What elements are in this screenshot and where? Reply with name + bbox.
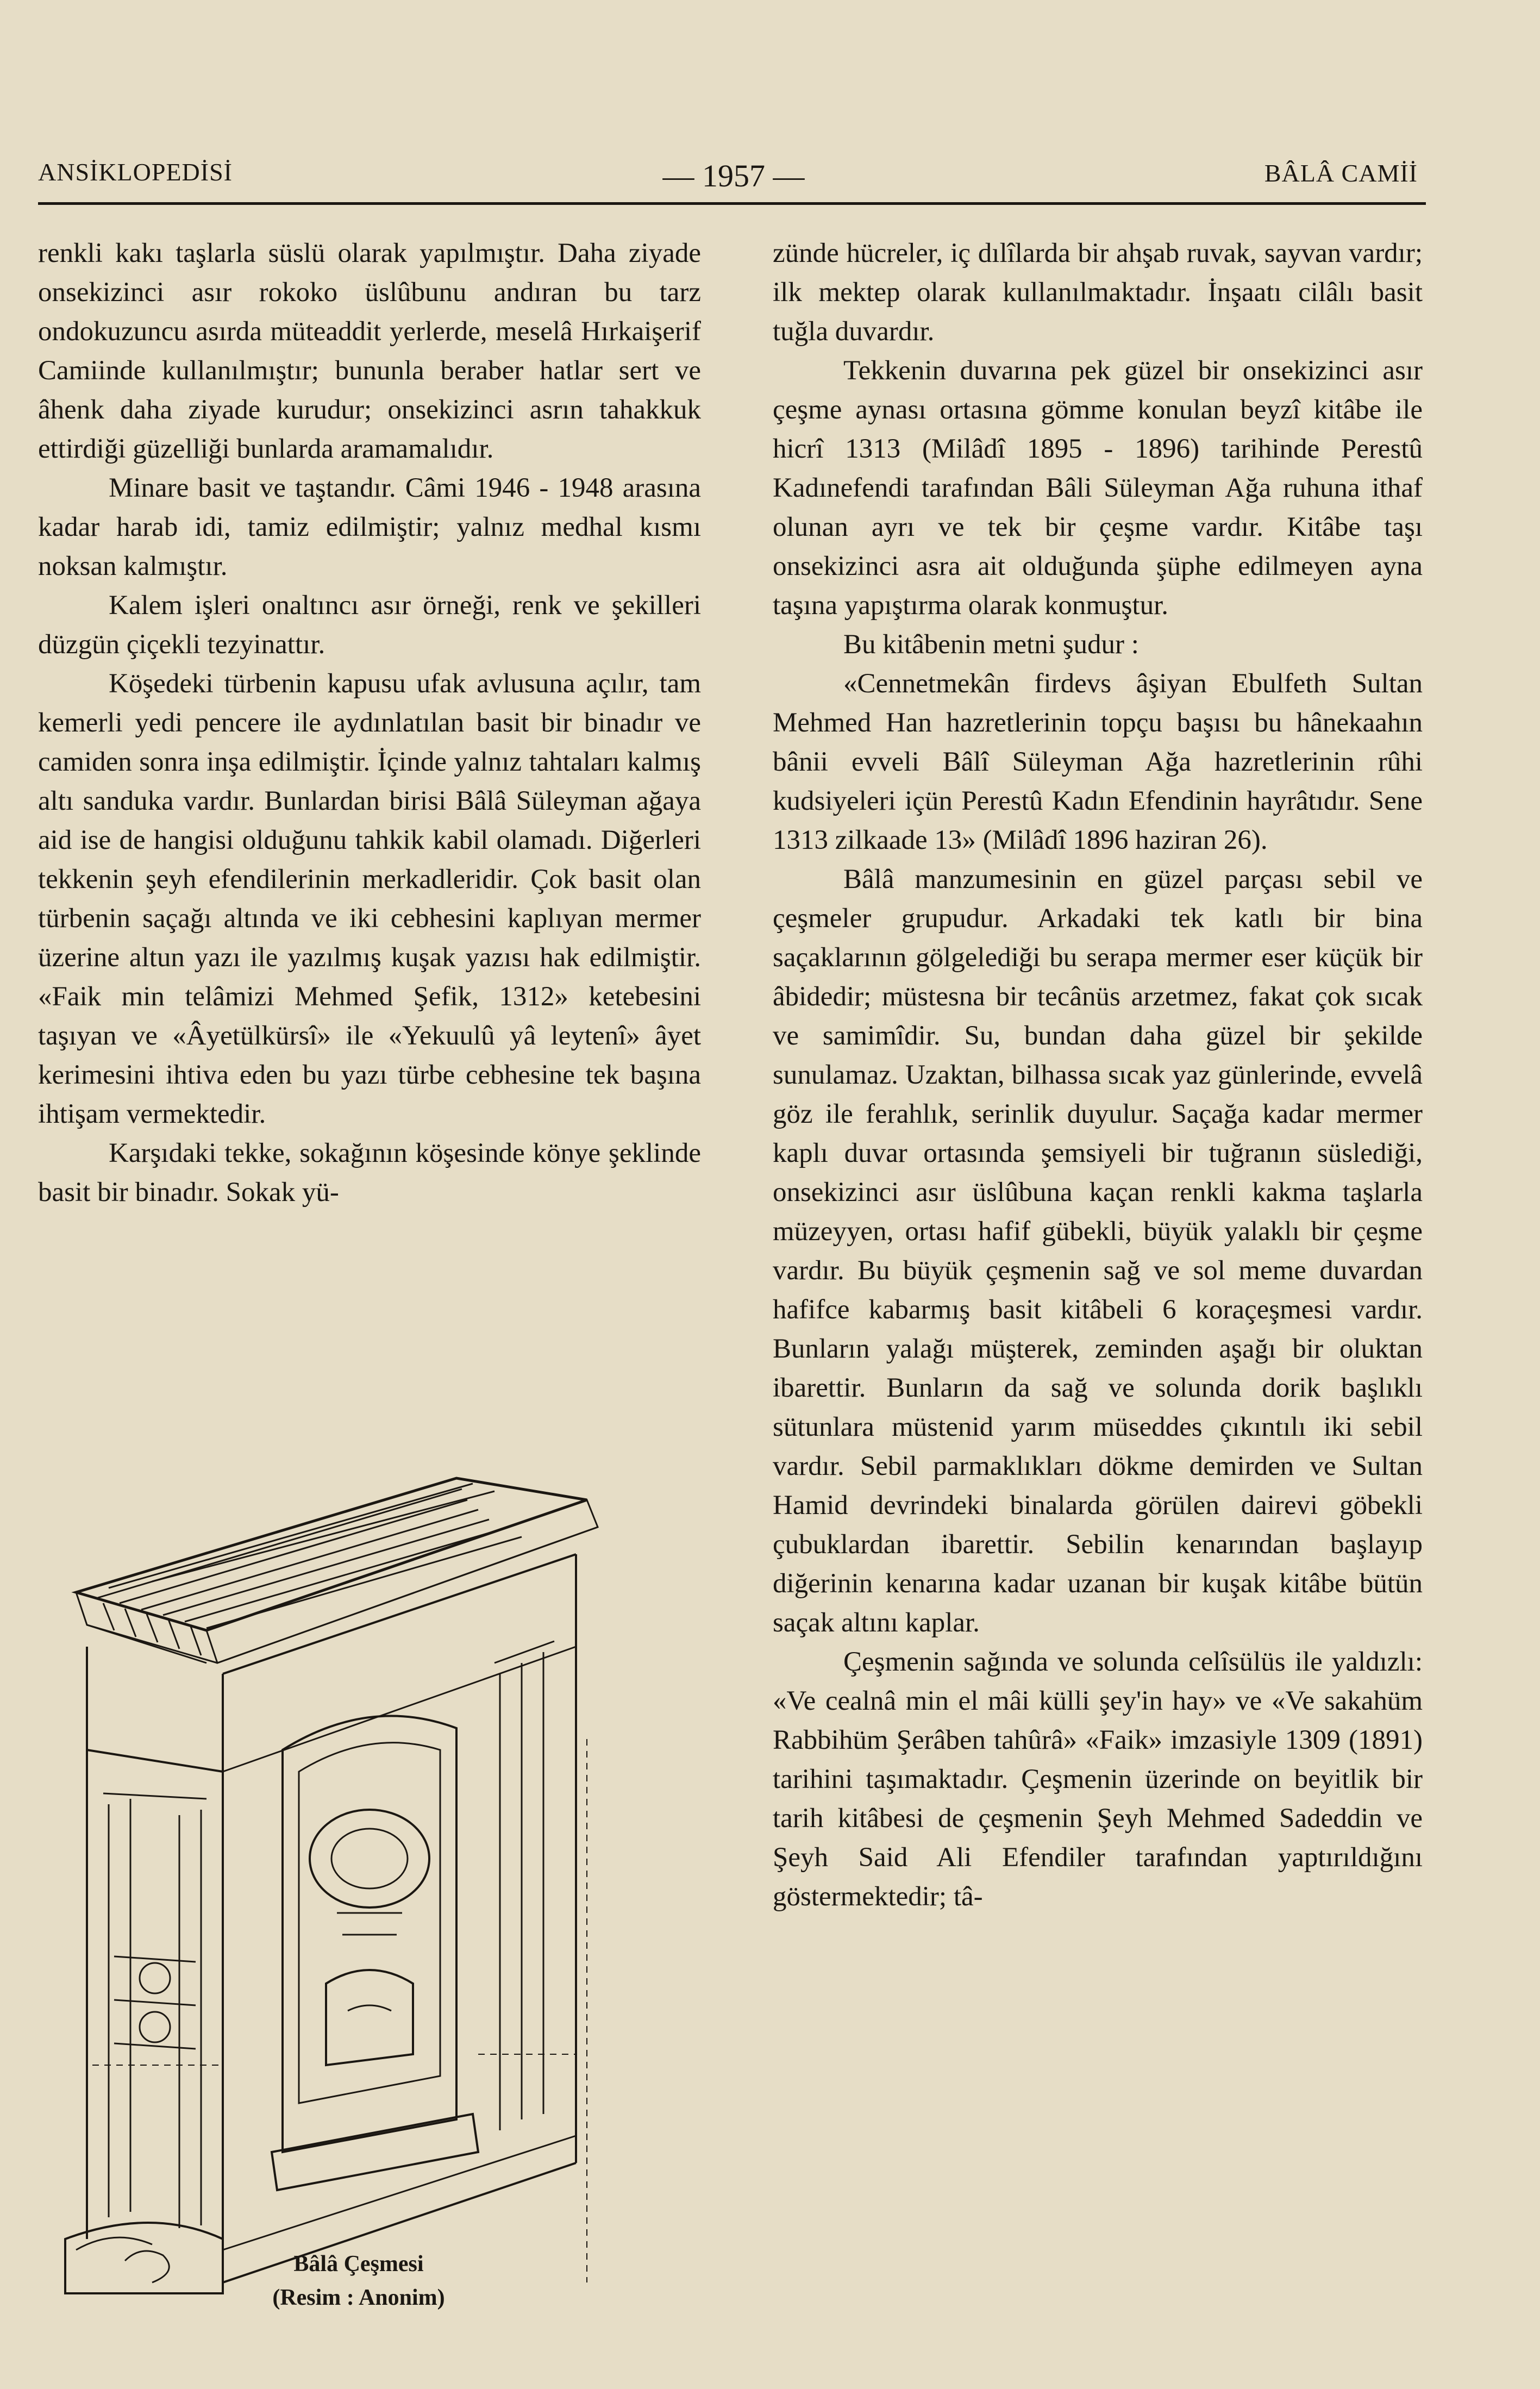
right-column (773, 234, 1423, 1916)
running-head-left: ANSİKLOPEDİSİ (38, 158, 233, 186)
header-rule (38, 202, 1426, 205)
dashed-guides (92, 1739, 587, 2282)
paragraph: Minare basit ve taştandır. Câmi 1946 - 1948 arasına kadar harab idi, tamiz edilmiştir; yalnız medhal kısmı noksan kalmıştır. (38, 473, 701, 581)
paragraph: Bâlâ manzumesinin en güzel parçası sebil ve çeşmeler grupudur. Arkadaki tek katlı bir bina saçaklarının gölgelediği bu serapa mermer eser küçük bir âbidedir; müstesna bir tecânüs arzetmez, fakat çok sıcak ve samimîdir. Su, bundan daha güzel bir şekilde sunulamaz. Uzaktan, bilhassa sıcak yaz günlerinde, evvelâ göz ile ferahlık, serinlik duyulur. Saçağa kadar mermer kaplı duvar ortasında şemsiyeli bir tuğranın süslediği, onsekizinci asır üslûbuna kaçan renkli kakma taşlarla müzeyyen, ortası hafif gübekli, büyük yalaklı bir çeşme vardır. Bu büyük çeşmenin sağ ve sol meme duvardan hafifce kabarmış basit kitâbeli 6 koraçeşmesi vardır. Bunların yalağı müşterek, zeminden aşağı bir oluktan ibarettir. Bunların da sağ ve solunda dorik başlıklı sütunlara müstenid yarım müseddes çıkıntılı iki sebil vardır. Sebil parmaklıkları dökme demirden ve Sultan Hamid devrindeki binalarda görülen dairevi göbekli çubuklardan ibarettir. Sebilin kenarından başlayıp diğerinin kenarına kadar uzanan bir kuşak kitâbe bütün saçak altını kaplar. (773, 864, 1423, 1638)
sebil-columns (103, 1641, 554, 2228)
left-column (38, 234, 701, 1212)
page-number: — 1957 — (662, 158, 805, 193)
fountain-illustration (43, 1467, 685, 2337)
paragraph: «Cennetmekân firdevs âşiyan Ebulfeth Sultan Mehmed Han hazretlerinin topçu başısı bu hânekaahın bânii evveli Bâlî Süleyman Ağa hazretlerinin rûhi kudsiyeleri içün Perestû Kadın Efendinin hayrâtıdır. Sene 1313 zilkaade 13» (Milâdî 1896 haziran 26). (773, 668, 1423, 855)
paragraph: Kalem işleri onaltıncı asır örneği, renk ve şekilleri düzgün çiçekli tezyinattır. (38, 590, 701, 660)
figure-caption (185, 2247, 533, 2315)
caption-credit: (Resim : Anonim) (272, 2285, 445, 2310)
paragraph: Çeşmenin sağında ve solunda celîsülüs ile yaldızlı: «Ve cealnâ min el mâi külli şey'in hay» ve «Ve sakahüm Rabbihüm Şerâben tahûrâ» «Faik» imzasiyle 1309 (1891) tarihini taşımaktadır. Çeşmenin üzerinde on beyitlik bir tarih kitâbesi de çeşmenin Şeyh Mehmed Sadeddin ve Şeyh Said Ali Efendiler tarafından yaptırıldığını göstermektedir; tâ- (773, 1647, 1423, 1912)
paragraph: Karşıdaki tekke, sokağının köşesinde könye şeklinde basit bir binadır. Sokak yü- (38, 1138, 701, 1208)
paragraph: zünde hücreler, iç dılîlarda bir ahşab ruvak, sayvan vardır; ilk mektep olarak kullanılmaktadır. İnşaatı cilâlı basit tuğla duvardır. (773, 238, 1423, 347)
caption-title: Bâlâ Çeşmesi (293, 2252, 424, 2277)
paragraph: renkli kakı taşlarla süslü olarak yapılmıştır. Daha ziyade onsekizinci asır rokoko üslûbunu andıran bu tarz ondokuzuncu asırda müteaddit yerlerde, meselâ Hırkaişerif Camiinde kullanılmıştır; bununla beraber hatlar sert ve âhenk daha ziyade kurudur; onsekizinci asrın tahakkuk ettirdiği güzelliği bunlarda aramamalıdır. (38, 238, 701, 464)
paragraph: Bu kitâbenin metni şudur : (843, 629, 1139, 660)
running-head-right: BÂLÂ CAMİİ (1264, 159, 1418, 187)
wall-lines (87, 1554, 576, 2282)
paragraph: Köşedeki türbenin kapusu ufak avlusuna açılır, tam kemerli yedi pencere ile aydınlatılan basit bir binadır ve camiden sonra inşa edilmiştir. İçinde yalnız tahtaları kalmış altı sanduka vardır. Bunlardan birisi Bâlâ Süleyman ağaya aid ise de hangisi olduğunu tahkik kabil olamadı. Diğerleri tekkenin şeyh efendilerinin merkadleridir. Çok basit olan türbenin saçağı altında ve iki cebhesini kaplıyan mermer üzerine altun yazı ile yazılmış kuşak yazısı hak edilmiştir. «Faik min telâmizi Mehmed Şefik, 1312» ketebesini taşıyan ve «Âyetülkürsî» ile «Yekuulû yâ leytenî» âyet kerimesini ihtiva eden bu yazı türbe cebhesine tek başına ihtişam vermektedir. (38, 668, 701, 1129)
fountain-niche (272, 1716, 478, 2191)
paragraph: Tekkenin duvarına pek güzel bir onsekizinci asır çeşme aynası ortasına gömme konulan beyzî kitâbe ile hicrî 1313 (Milâdî 1895 - 1896) tarihinde Perestû Kadınefendi tarafından Bâli Süleyman Ağa ruhuna ithaf olunan ayrı ve tek bir çeşme vardır. Kitâbe taşı onsekizinci asra ait olduğunda şüphe edilmeyen ayna taşına yapıştırma olarak konmuştur. (773, 355, 1423, 621)
